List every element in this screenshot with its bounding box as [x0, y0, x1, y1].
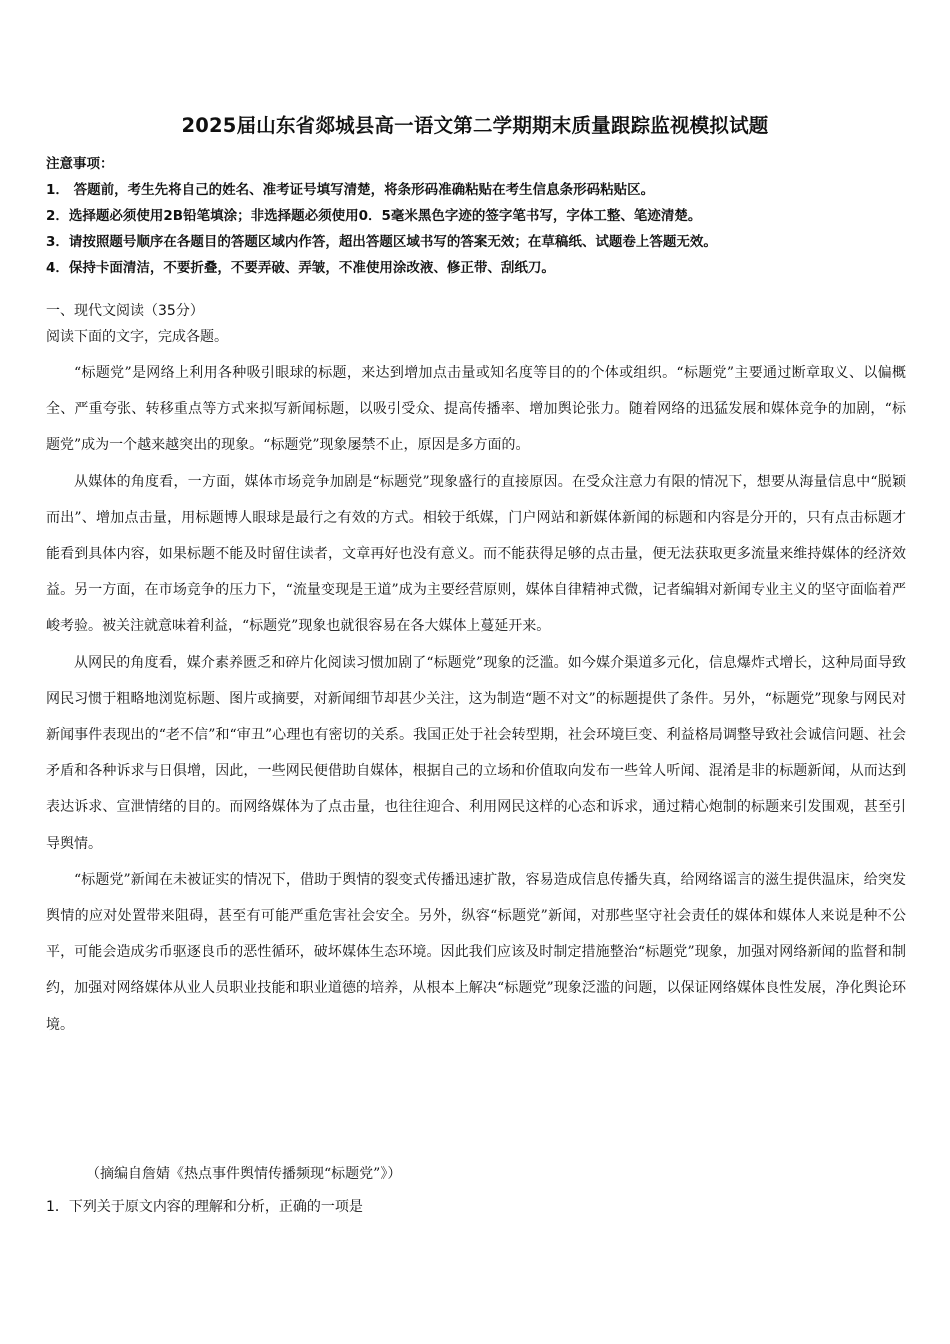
section-heading: 一、现代文阅读（35分） — [46, 303, 204, 319]
article-source: （摘编自詹婧《热点事件舆情传播频现“标题党”》） — [86, 1166, 402, 1182]
question-text: 1．下列关于原文内容的理解和分析，正确的一项是 — [46, 1199, 363, 1215]
notice-item: 4．保持卡面清洁，不要折叠，不要弄破、弄皱，不准使用涂改液、修正带、刮纸刀。 — [46, 260, 555, 276]
notice-block — [46, 151, 916, 281]
article-paragraph: 从网民的角度看，媒介素养匮乏和碎片化阅读习惯加剧了“标题党”现象的泛滥。如今媒介渠道多元化，信息爆炸式增长，这种局面导致网民习惯于粗略地浏览标题、图片或摘要，对新闻细节却甚少关注，这为制造“题不对文”的标题提供了条件。另外，“标题党”现象与网民对新闻事件表现出的“老不信”和“审丑”心理也有密切的关系。我国正处于社会转型期，社会环境巨变、利益格局调整导致社会诚信问题、社会矛盾和各种诉求与日俱增，因此，一些网民便借助自媒体，根据自己的立场和价值取向发布一些耸人听闻、混淆是非的标题新闻，从而达到表达诉求、宣泄情绪的目的。而网络媒体为了点击量，也往往迎合、利用网民这样的心态和诉求，通过精心炮制的标题来引发围观，甚至引导舆情。 — [46, 654, 906, 852]
article-body — [46, 355, 906, 1043]
notice-item: 2．选择题必须使用2B铅笔填涂；非选择题必须使用0．5毫米黑色字迹的签字笔书写，字体工整、笔迹清楚。 — [46, 208, 702, 224]
section-instruction: 阅读下面的文字，完成各题。 — [46, 329, 228, 345]
page-title: 2025届山东省郯城县高一语文第二学期期末质量跟踪监视模拟试题 — [181, 114, 769, 137]
article-paragraph: 从媒体的角度看，一方面，媒体市场竞争加剧是“标题党”现象盛行的直接原因。在受众注意力有限的情况下，想要从海量信息中“脱颖而出”、增加点击量，用标题博人眼球是最行之有效的方式。相较于纸媒，门户网站和新媒体新闻的标题和内容是分开的，只有点击标题才能看到具体内容，如果标题不能及时留住读者，文章再好也没有意义。而不能获得足够的点击量，便无法获取更多流量来维持媒体的经济效益。另一方面，在市场竞争的压力下，“流量变现是王道”成为主要经营原则，媒体自律精神式微，记者编辑对新闻专业主义的坚守面临着严峻考验。被关注就意味着利益，“标题党”现象也就很容易在各大媒体上蔓延开来。 — [46, 473, 906, 635]
article-paragraph: “标题党”新闻在未被证实的情况下，借助于舆情的裂变式传播迅速扩散，容易造成信息传播失真，给网络谣言的滋生提供温床，给突发舆情的应对处置带来阻碍，甚至有可能严重危害社会安全。另外，纵容“标题党”新闻，对那些坚守社会责任的媒体和媒体人来说是种不公平，可能会造成劣币驱逐良币的恶性循环，破坏媒体生态环境。因此我们应该及时制定措施整治“标题党”现象，加强对网络新闻的监督和制约，加强对网络媒体从业人员职业技能和职业道德的培养，从根本上解决“标题党”现象泛滥的问题，以保证网络媒体良性发展，净化舆论环境。 — [46, 871, 906, 1033]
notice-heading: 注意事项： — [46, 156, 114, 172]
notice-item: 3．请按照题号顺序在各题目的答题区域内作答，超出答题区域书写的答案无效；在草稿纸、试题卷上答题无效。 — [46, 234, 717, 250]
section-header — [46, 298, 916, 350]
notice-item: 1． 答题前，考生先将自己的姓名、准考证号填写清楚，将条形码准确粘贴在考生信息条形码粘贴区。 — [46, 182, 655, 198]
article-paragraph: “标题党”是网络上利用各种吸引眼球的标题，来达到增加点击量或知名度等目的的个体或组织。“标题党”主要通过断章取义、以偏概全、严重夸张、转移重点等方式来拟写新闻标题，以吸引受众、提高传播率、增加舆论张力。随着网络的迅猛发展和媒体竞争的加剧，“标题党”成为一个越来越突出的现象。“标题党”现象屡禁不止，原因是多方面的。 — [46, 365, 906, 454]
